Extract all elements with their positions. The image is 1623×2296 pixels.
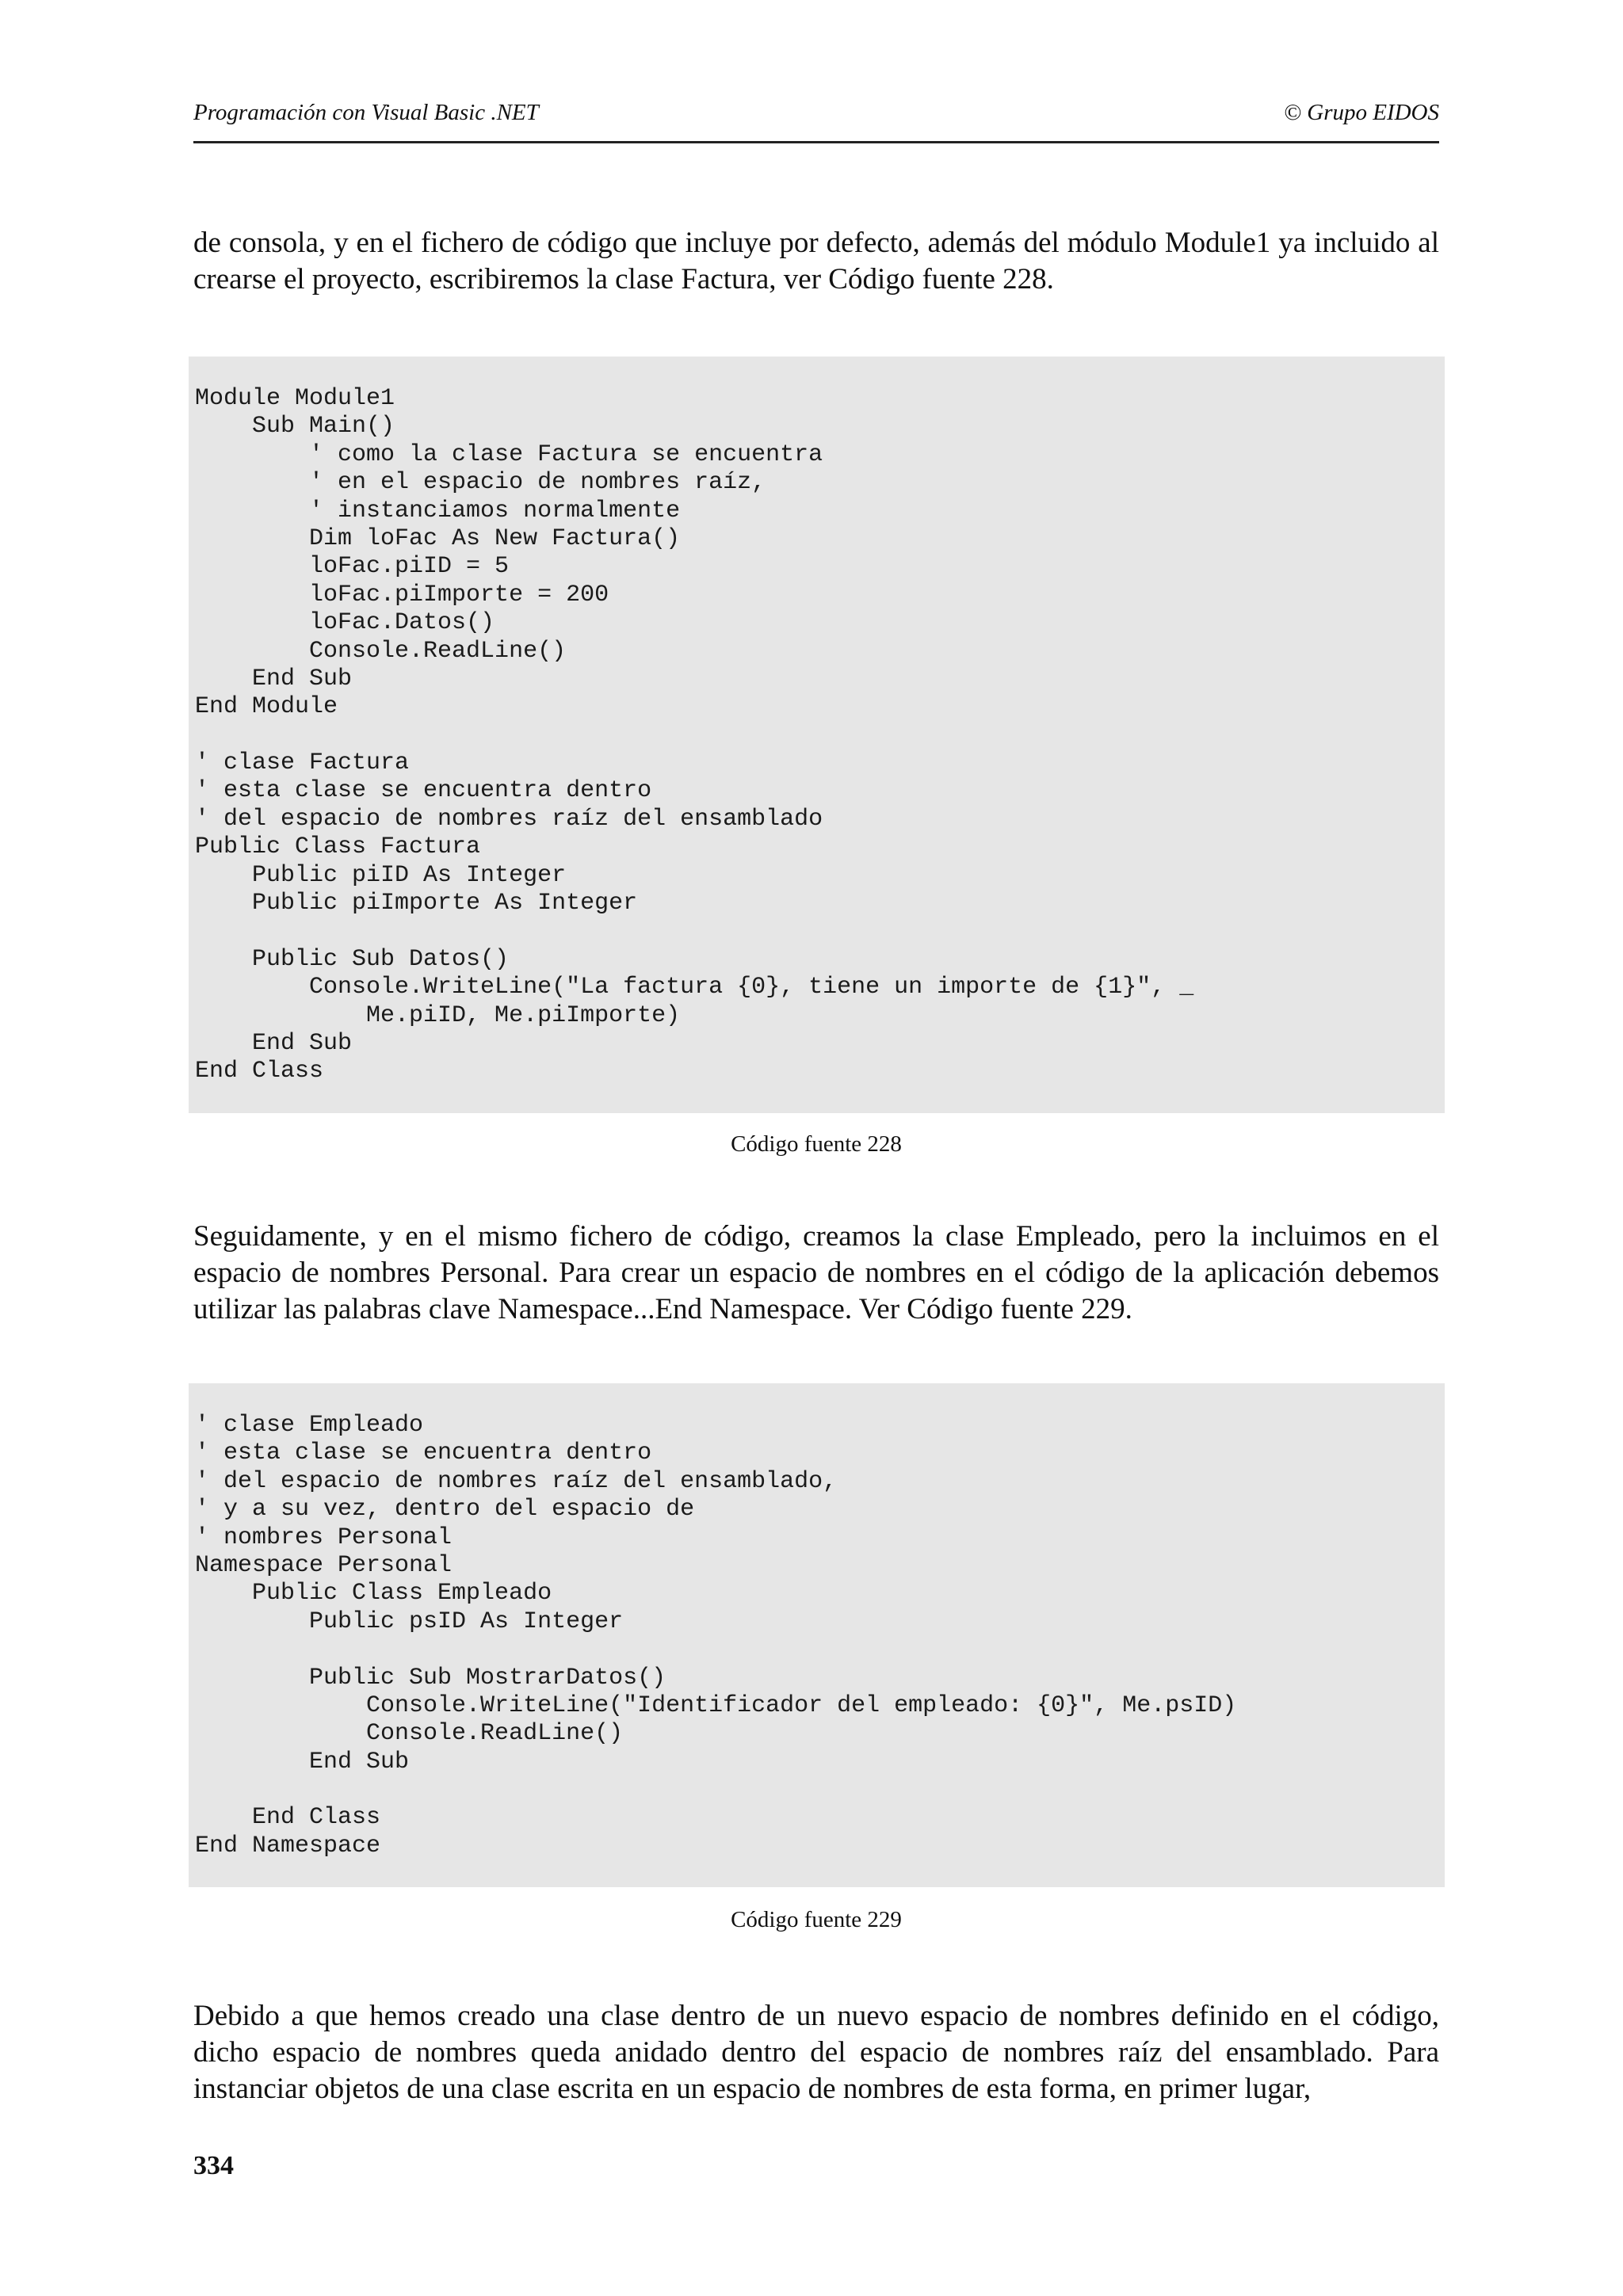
code-line: ' esta clase se encuentra dentro	[195, 777, 652, 805]
code-line	[195, 722, 1445, 749]
code-line: Public piID As Integer	[195, 861, 567, 889]
page-header	[193, 93, 1439, 143]
code-caption-229: Código fuente 229	[731, 1907, 902, 1932]
second-paragraph: Seguidamente, y en el mismo fichero de código, creamos la clase Empleado, pero la incluimos en el espacio de nombres Personal. Para crear un espacio de nombres en el código de la aplicación debemos utilizar las palabras clave Namespace...End Namespace. Ver Código fuente 229.	[193, 1220, 1439, 1325]
code-line: loFac.piID = 5	[195, 553, 510, 581]
code-line: Public psID As Integer	[195, 1608, 624, 1635]
code-line: ' clase Factura	[195, 749, 410, 777]
code-line: Console.WriteLine("La factura {0}, tiene un importe de {1}", _	[195, 974, 1194, 1001]
code-line: End Class	[195, 1804, 381, 1832]
code-line: ' del espacio de nombres raíz del ensamblado,	[195, 1467, 838, 1495]
code-line: Public Sub MostrarDatos()	[195, 1664, 666, 1691]
code-line: End Sub	[195, 1029, 353, 1057]
code-line: Public piImporte As Integer	[195, 890, 638, 917]
code-line: End Namespace	[195, 1832, 381, 1859]
code-line: Console.ReadLine()	[195, 1720, 624, 1748]
code-line: End Sub	[195, 665, 353, 692]
code-line: Namespace Personal	[195, 1551, 453, 1579]
code-line: ' en el espacio de nombres raíz,	[195, 469, 766, 497]
code-line	[195, 1636, 1445, 1664]
code-line: ' nombres Personal	[195, 1524, 453, 1551]
code-block-229	[189, 1383, 1445, 1887]
code-line: Me.piID, Me.piImporte)	[195, 1001, 681, 1029]
code-line: loFac.piImporte = 200	[195, 581, 609, 608]
page-number: 334	[193, 2151, 234, 2180]
code-line: Public Sub Datos()	[195, 945, 510, 973]
book-title: Programación con Visual Basic .NET	[193, 100, 539, 125]
code-line	[195, 917, 1445, 945]
publisher-credit: © Grupo EIDOS	[1283, 100, 1439, 125]
code-line: Dim loFac As New Factura()	[195, 524, 681, 552]
code-line: Public Class Factura	[195, 833, 481, 861]
code-line: Sub Main()	[195, 413, 395, 441]
code-block-228	[189, 357, 1445, 1113]
third-paragraph: Debido a que hemos creado una clase dentro de un nuevo espacio de nombres definido en el código, dicho espacio de nombres queda anidado dentro del espacio de nombres raíz del ensamblado. Para instanciar objetos de una clase escrita en un espacio de nombres de esta forma, en primer lugar,	[193, 2000, 1439, 2105]
code-line: End Module	[195, 693, 338, 721]
code-line: ' clase Empleado	[195, 1412, 424, 1439]
code-line: ' y a su vez, dentro del espacio de	[195, 1496, 695, 1524]
code-line: ' del espacio de nombres raíz del ensamblado	[195, 805, 823, 833]
code-line: ' instanciamos normalmente	[195, 497, 681, 524]
code-line: Console.WriteLine("Identificador del empleado: {0}", Me.psID)	[195, 1691, 1237, 1719]
code-line: End Class	[195, 1058, 324, 1085]
code-line: End Sub	[195, 1748, 410, 1775]
code-line: Public Class Empleado	[195, 1580, 552, 1608]
code-line: Console.ReadLine()	[195, 637, 567, 665]
code-line	[195, 1776, 1445, 1804]
code-line: ' como la clase Factura se encuentra	[195, 441, 823, 468]
code-line: Module Module1	[195, 385, 395, 412]
code-line: ' esta clase se encuentra dentro	[195, 1440, 652, 1467]
intro-paragraph: de consola, y en el fichero de código que incluye por defecto, además del módulo Module1 ya incluido al crearse el proyecto, escribiremos la clase Factura, ver Código fuente 228.	[193, 227, 1439, 296]
code-caption-228: Código fuente 228	[731, 1131, 902, 1157]
code-line: loFac.Datos()	[195, 609, 495, 637]
